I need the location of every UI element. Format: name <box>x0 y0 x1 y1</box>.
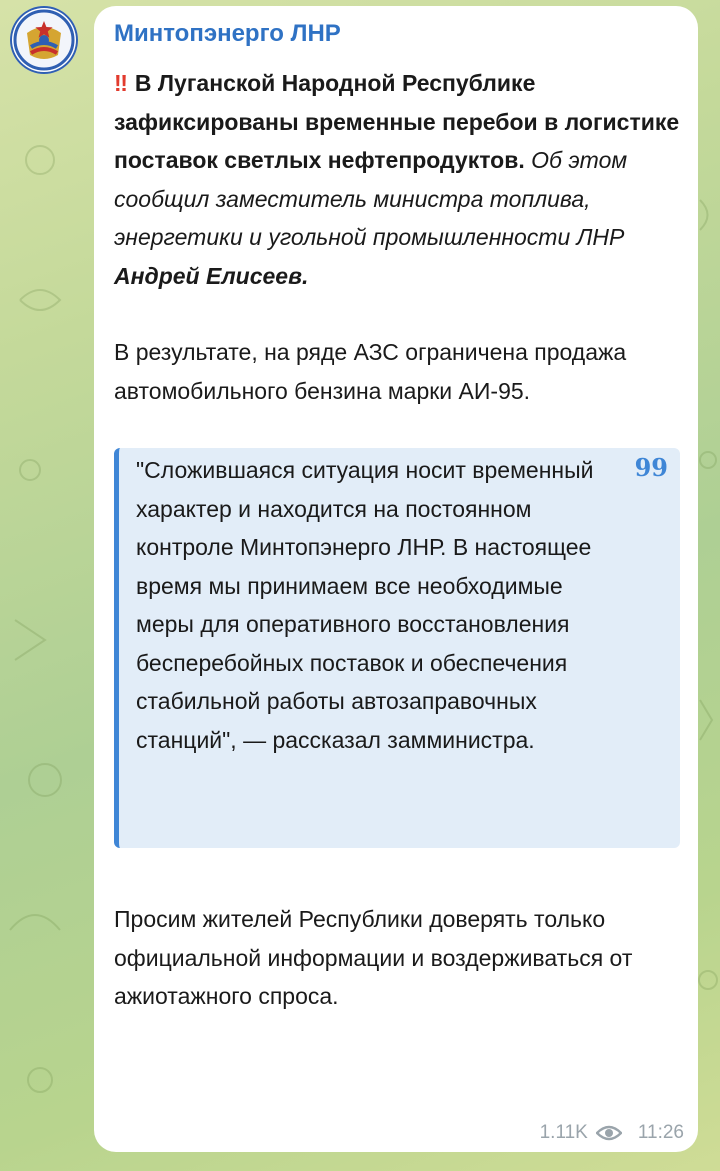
lnr-coat-of-arms-icon <box>13 9 75 71</box>
message-paragraph-result: В результате, на ряде АЗС ограничена продажа автомобильного бензина марки АИ-95. <box>114 339 627 404</box>
headline-text: В Луганской Народной Республике зафиксированы временные перебои в логистике поставок светлых нефтепродуктов. <box>114 70 680 173</box>
channel-avatar[interactable] <box>10 6 78 74</box>
eye-icon <box>596 1124 622 1142</box>
intro-end-punct: . <box>301 262 309 289</box>
message-paragraph-appeal: Просим жителей Республики доверять только официальной информации и воздерживаться от ажиотажного спроса. <box>114 906 633 1009</box>
quote-text: "Сложившаяся ситуация носит временный характер и находится на постоянном контроле Минтопэнерго ЛНР. В настоящее время мы принимаем все необходимые меры для оперативного восстановления бесперебойных поставок и обеспечения стабильной работы автозаправочных станций", — рассказал замминистра. <box>136 457 594 753</box>
double-exclamation-icon: ‼ <box>114 70 125 96</box>
sender-name[interactable]: Минтопэнерго ЛНР <box>114 20 341 47</box>
message-bubble <box>94 6 698 1152</box>
blockquote <box>114 448 680 848</box>
quote-marks-icon: 99 <box>634 453 668 482</box>
deputy-minister-name: Андрей Елисеев <box>114 262 302 289</box>
message-time: 11:26 <box>637 1122 684 1143</box>
message-paragraph-intro <box>114 64 684 295</box>
view-count: 1.11K <box>539 1122 588 1143</box>
message-meta <box>540 1122 684 1144</box>
attribution-text: Об этом сообщил заместитель министра топлива, энергетики и угольной промышленности ЛНР <box>114 147 628 250</box>
